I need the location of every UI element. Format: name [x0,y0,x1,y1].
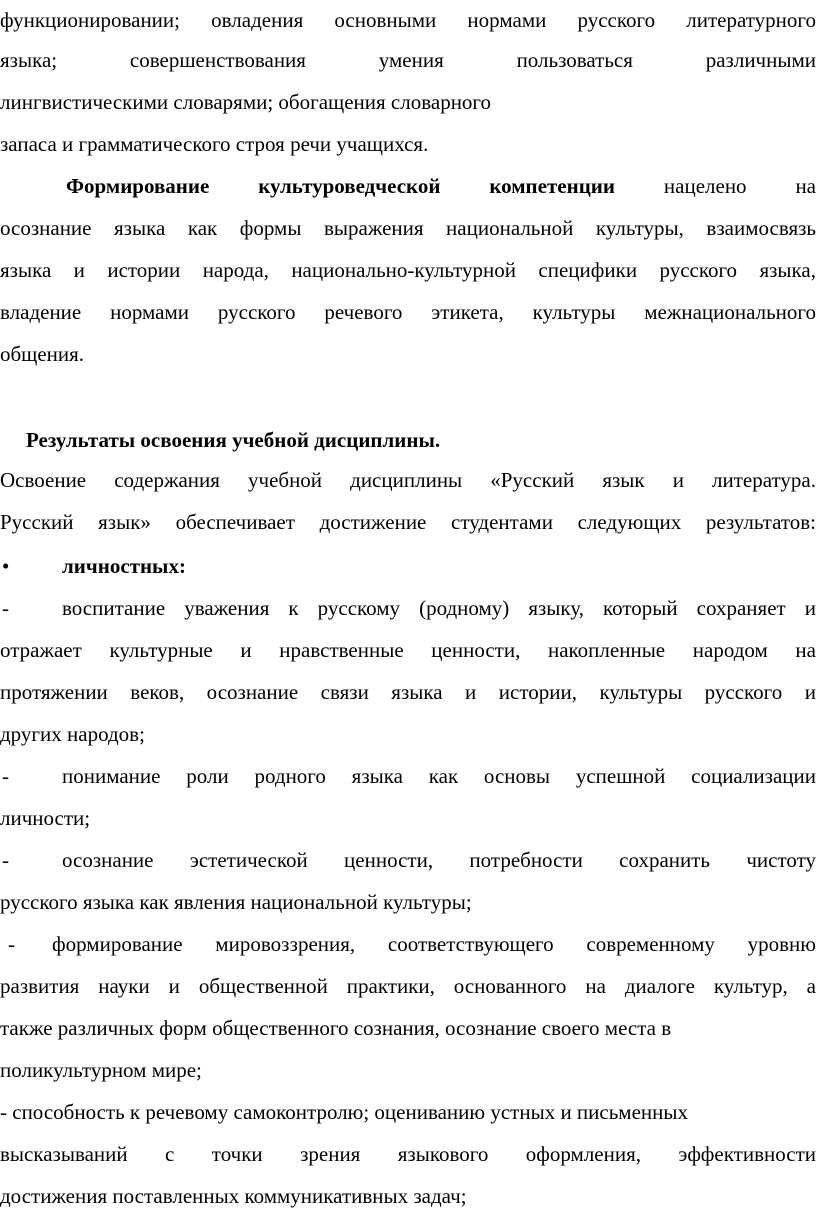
dash-marker: - [8,932,15,956]
para2-line5: общения. [0,342,85,366]
list-item-text: осознание эстетической ценности, потребности сохранить чистоту [62,848,816,872]
para3-line1: Освоение содержания учебной дисциплины «Русский язык и литература. [0,468,816,492]
dash-marker: - [2,764,9,788]
list-item-3-line2: русского языка как явления национальной культуры; [0,890,472,914]
list-item-text: воспитание уважения к русскому (родному) языку, который сохраняет и [62,596,816,620]
competence-term: Формирование культуроведческой компетенции [66,174,616,198]
para1-line1: функционировании; овладения основными нормами русского литературного [0,8,816,32]
bullet-label: личностных: [62,554,186,578]
bullet-marker: • [2,554,10,578]
list-item-1-line4: других народов; [0,722,145,746]
bullet-personal [0,552,816,580]
list-item-4-line2: развития науки и общественной практики, основанного на диалоге культур, а [0,974,816,998]
list-item-text: формирование мировоззрения, соответствующего современному уровню [52,932,816,956]
dash-marker: - [2,848,9,872]
list-item-2-line2: личности; [0,806,91,830]
list-item-3-line1 [0,846,816,874]
list-item-2-line1 [0,762,816,790]
para2-line2: осознание языка как формы выражения национальной культуры, взаимосвязь [0,216,816,240]
list-item-1-line1 [0,594,816,622]
list-item-5-line3: достижения поставленных коммуникативных задач; [0,1184,467,1208]
list-item-text: понимание роли родного языка как основы успешной социализации [62,764,816,788]
para2-line1-rest: нацелено на [615,174,816,198]
para2-line1 [66,172,816,200]
para1-line4: запаса и грамматического строя речи учащихся. [0,132,429,156]
para2-line4: владение нормами русского речевого этикета, культуры межнационального [0,300,816,324]
para3-line2: Русский язык» обеспечивает достижение студентами следующих результатов: [0,510,816,534]
section-heading: Результаты освоения учебной дисциплины. [26,428,441,452]
list-item-4-line3: также различных форм общественного сознания, осознание своего места в [0,1016,672,1040]
list-item-5-line2: высказываний с точки зрения языкового оформления, эффективности [0,1142,816,1166]
para2-line3: языка и истории народа, национально-культурной специфики русского языка, [0,258,816,282]
list-item-4-line4: поликультурном мире; [0,1058,202,1082]
list-item-1-line3: протяжении веков, осознание связи языка и истории, культуры русского и [0,680,816,704]
dash-marker: - [2,596,9,620]
list-item-1-line2: отражает культурные и нравственные ценности, накопленные народом на [0,638,816,662]
list-item-5-line1: - способность к речевому самоконтролю; оцениванию устных и письменных [0,1100,688,1124]
para1-line2: языка; совершенствования умения пользоваться различными [0,48,816,72]
para1-line3: лингвистическими словарями; обогащения словарного [0,90,492,114]
list-item-4-line1 [0,930,816,958]
